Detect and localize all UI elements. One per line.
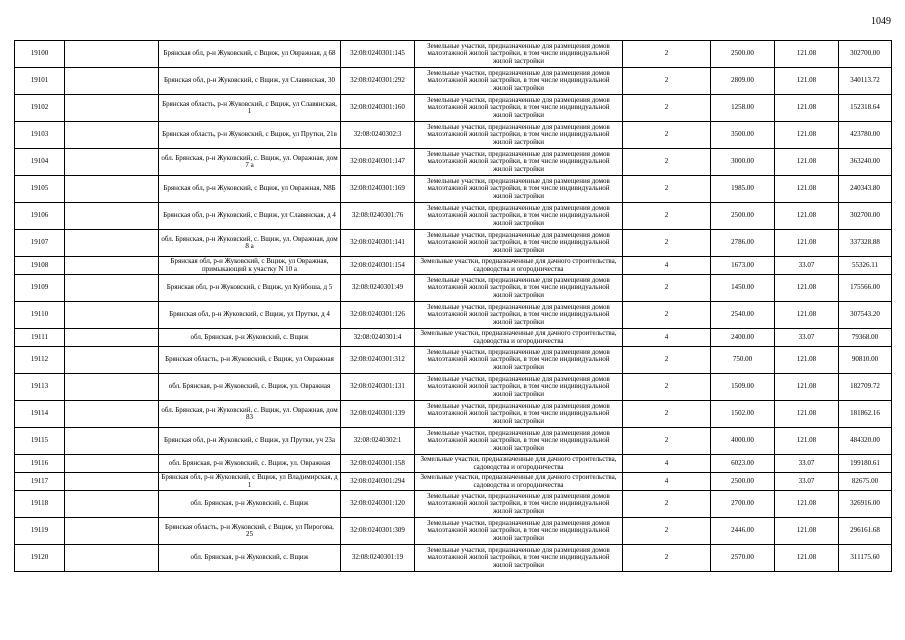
row-number-cell: 19114 xyxy=(15,401,65,428)
group-cell: 2 xyxy=(623,122,711,149)
table-row xyxy=(15,257,892,275)
area-cell: 3000.00 xyxy=(711,149,775,176)
group-cell: 2 xyxy=(623,491,711,518)
group-cell: 2 xyxy=(623,176,711,203)
row-number-cell: 19105 xyxy=(15,176,65,203)
row-number-cell: 19115 xyxy=(15,428,65,455)
table-row xyxy=(15,149,892,176)
address-cell: обл. Брянская, р-н Жуковский, с. Вщиж xyxy=(159,491,341,518)
address-cell: обл. Брянская, р-н Жуковский, с. Вщиж, ул. Овражная xyxy=(159,455,341,473)
spacer-cell xyxy=(65,203,159,230)
area-cell: 2700.00 xyxy=(711,491,775,518)
spacer-cell xyxy=(65,149,159,176)
cadastral-registry-table xyxy=(14,40,892,572)
cadastral-value-cell: 307543.20 xyxy=(839,302,892,329)
spacer-cell xyxy=(65,257,159,275)
rate-cell: 121.08 xyxy=(775,545,839,572)
address-cell: Брянская область, р-н Жуковский, с Вщиж, ул Пирогова, 25 xyxy=(159,518,341,545)
spacer-cell xyxy=(65,176,159,203)
cadastral-number-cell: 32:08:0240301:294 xyxy=(341,473,415,491)
cadastral-value-cell: 337328.88 xyxy=(839,230,892,257)
cadastral-value-cell: 182709.72 xyxy=(839,374,892,401)
page-number: 1049 xyxy=(871,16,891,27)
table-row xyxy=(15,95,892,122)
group-cell: 2 xyxy=(623,545,711,572)
cadastral-number-cell: 32:08:0240301:158 xyxy=(341,455,415,473)
table-row xyxy=(15,518,892,545)
address-cell: обл. Брянская, р-н Жуковский, с. Вщиж, ул. Овражная, дом 7 а xyxy=(159,149,341,176)
group-cell: 2 xyxy=(623,374,711,401)
cadastral-number-cell: 32:08:0240301:4 xyxy=(341,329,415,347)
row-number-cell: 19109 xyxy=(15,275,65,302)
land-use-cell: Земельные участки, предназначенные для размещения домов малоэтажной жилой застройки, в том числе индивидуальной жилой застройки xyxy=(415,230,623,257)
row-number-cell: 19112 xyxy=(15,347,65,374)
cadastral-value-cell: 55326.11 xyxy=(839,257,892,275)
group-cell: 2 xyxy=(623,41,711,68)
area-cell: 2500.00 xyxy=(711,41,775,68)
rate-cell: 121.08 xyxy=(775,122,839,149)
spacer-cell xyxy=(65,374,159,401)
spacer-cell xyxy=(65,347,159,374)
rate-cell: 33.07 xyxy=(775,257,839,275)
rate-cell: 121.08 xyxy=(775,347,839,374)
area-cell: 2570.00 xyxy=(711,545,775,572)
cadastral-value-cell: 82675.00 xyxy=(839,473,892,491)
address-cell: обл. Брянская, р-н Жуковский, с. Вщиж xyxy=(159,545,341,572)
area-cell: 1509.00 xyxy=(711,374,775,401)
group-cell: 2 xyxy=(623,203,711,230)
rate-cell: 121.08 xyxy=(775,491,839,518)
row-number-cell: 19118 xyxy=(15,491,65,518)
table-row xyxy=(15,545,892,572)
address-cell: обл. Брянская, р-н Жуковский, с. Вщиж, ул. Овражная xyxy=(159,374,341,401)
table-row xyxy=(15,374,892,401)
address-cell: обл. Брянская, р-н Жуковский, с. Вщиж, ул. Овражная, дом 8 а xyxy=(159,230,341,257)
land-use-cell: Земельные участки, предназначенные для размещения домов малоэтажной жилой застройки, в том числе индивидуальной жилой застройки xyxy=(415,518,623,545)
spacer-cell xyxy=(65,545,159,572)
area-cell: 750.00 xyxy=(711,347,775,374)
registry-body xyxy=(15,41,892,572)
table-row xyxy=(15,473,892,491)
cadastral-number-cell: 32:08:0240301:141 xyxy=(341,230,415,257)
rate-cell: 33.07 xyxy=(775,455,839,473)
cadastral-number-cell: 32:08:0240301:49 xyxy=(341,275,415,302)
table-row xyxy=(15,176,892,203)
address-cell: Брянская область, р-н Жуковский, с Вщиж, ул Овражная xyxy=(159,347,341,374)
group-cell: 4 xyxy=(623,257,711,275)
spacer-cell xyxy=(65,95,159,122)
spacer-cell xyxy=(65,473,159,491)
cadastral-number-cell: 32:08:0240301:309 xyxy=(341,518,415,545)
cadastral-number-cell: 32:08:0240301:139 xyxy=(341,401,415,428)
area-cell: 6023.00 xyxy=(711,455,775,473)
address-cell: Брянская обл, р-н Жуковский, с Вщиж, ул Владимирская, д 1 xyxy=(159,473,341,491)
address-cell: Брянская обл, р-н Жуковский, с Вщиж, ул Куйбоша, д 5 xyxy=(159,275,341,302)
cadastral-value-cell: 79368.00 xyxy=(839,329,892,347)
address-cell: Брянская область, р-н Жуковский, с Вщиж, ул Прутки, 21в xyxy=(159,122,341,149)
row-number-cell: 19101 xyxy=(15,68,65,95)
row-number-cell: 19103 xyxy=(15,122,65,149)
table-row xyxy=(15,122,892,149)
row-number-cell: 19102 xyxy=(15,95,65,122)
land-use-cell: Земельные участки, предназначенные для дачного строительства, садоводства и огородничества xyxy=(415,455,623,473)
address-cell: Брянская обл, р-н Жуковский, с Вщиж, ул Прутки, уч 23а xyxy=(159,428,341,455)
land-use-cell: Земельные участки, предназначенные для дачного строительства, садоводства и огородничества xyxy=(415,257,623,275)
spacer-cell xyxy=(65,230,159,257)
group-cell: 2 xyxy=(623,68,711,95)
area-cell: 3500.00 xyxy=(711,122,775,149)
spacer-cell xyxy=(65,329,159,347)
spacer-cell xyxy=(65,491,159,518)
row-number-cell: 19111 xyxy=(15,329,65,347)
rate-cell: 121.08 xyxy=(775,401,839,428)
cadastral-number-cell: 32:08:0240301:160 xyxy=(341,95,415,122)
land-use-cell: Земельные участки, предназначенные для размещения домов малоэтажной жилой застройки, в том числе индивидуальной жилой застройки xyxy=(415,95,623,122)
spacer-cell xyxy=(65,122,159,149)
table-row xyxy=(15,68,892,95)
table-row xyxy=(15,347,892,374)
cadastral-value-cell: 199180.61 xyxy=(839,455,892,473)
land-use-cell: Земельные участки, предназначенные для размещения домов малоэтажной жилой застройки, в том числе индивидуальной жилой застройки xyxy=(415,68,623,95)
address-cell: обл. Брянская, р-н Жуковский, с. Вщиж xyxy=(159,329,341,347)
spacer-cell xyxy=(65,455,159,473)
land-use-cell: Земельные участки, предназначенные для размещения домов малоэтажной жилой застройки, в том числе индивидуальной жилой застройки xyxy=(415,374,623,401)
land-use-cell: Земельные участки, предназначенные для размещения домов малоэтажной жилой застройки, в том числе индивидуальной жилой застройки xyxy=(415,275,623,302)
cadastral-value-cell: 326916.00 xyxy=(839,491,892,518)
cadastral-number-cell: 32:08:0240301:147 xyxy=(341,149,415,176)
spacer-cell xyxy=(65,302,159,329)
group-cell: 4 xyxy=(623,455,711,473)
area-cell: 1985.00 xyxy=(711,176,775,203)
group-cell: 2 xyxy=(623,149,711,176)
cadastral-value-cell: 90810.00 xyxy=(839,347,892,374)
group-cell: 2 xyxy=(623,230,711,257)
land-use-cell: Земельные участки, предназначенные для размещения домов малоэтажной жилой застройки, в том числе индивидуальной жилой застройки xyxy=(415,302,623,329)
land-use-cell: Земельные участки, предназначенные для дачного строительства, садоводства и огородничества xyxy=(415,473,623,491)
group-cell: 2 xyxy=(623,518,711,545)
table-row xyxy=(15,428,892,455)
rate-cell: 121.08 xyxy=(775,518,839,545)
cadastral-number-cell: 32:08:0240301:120 xyxy=(341,491,415,518)
spacer-cell xyxy=(65,68,159,95)
cadastral-number-cell: 32:08:0240301:169 xyxy=(341,176,415,203)
row-number-cell: 19104 xyxy=(15,149,65,176)
land-use-cell: Земельные участки, предназначенные для размещения домов малоэтажной жилой застройки, в том числе индивидуальной жилой застройки xyxy=(415,491,623,518)
spacer-cell xyxy=(65,401,159,428)
row-number-cell: 19110 xyxy=(15,302,65,329)
rate-cell: 121.08 xyxy=(775,374,839,401)
land-use-cell: Земельные участки, предназначенные для размещения домов малоэтажной жилой застройки, в том числе индивидуальной жилой застройки xyxy=(415,401,623,428)
rate-cell: 121.08 xyxy=(775,41,839,68)
area-cell: 4000.00 xyxy=(711,428,775,455)
table-row xyxy=(15,275,892,302)
rate-cell: 33.07 xyxy=(775,473,839,491)
land-use-cell: Земельные участки, предназначенные для размещения домов малоэтажной жилой застройки, в том числе индивидуальной жилой застройки xyxy=(415,122,623,149)
area-cell: 2500.00 xyxy=(711,203,775,230)
area-cell: 2400.00 xyxy=(711,329,775,347)
table-row xyxy=(15,230,892,257)
group-cell: 2 xyxy=(623,347,711,374)
cadastral-value-cell: 175566.00 xyxy=(839,275,892,302)
group-cell: 2 xyxy=(623,95,711,122)
rate-cell: 121.08 xyxy=(775,95,839,122)
cadastral-number-cell: 32:08:0240302:3 xyxy=(341,122,415,149)
area-cell: 1258.00 xyxy=(711,95,775,122)
spacer-cell xyxy=(65,275,159,302)
table-row xyxy=(15,302,892,329)
area-cell: 2540.00 xyxy=(711,302,775,329)
address-cell: обл. Брянская, р-н Жуковский, с. Вщиж, ул. Овражная, дом 83 xyxy=(159,401,341,428)
spacer-cell xyxy=(65,428,159,455)
address-cell: Брянская обл, р-н Жуковский, с Вщиж, ул Овражная, примыкающий к участку N 10 а xyxy=(159,257,341,275)
table-row xyxy=(15,455,892,473)
spacer-cell xyxy=(65,518,159,545)
cadastral-number-cell: 32:08:0240301:312 xyxy=(341,347,415,374)
row-number-cell: 19120 xyxy=(15,545,65,572)
cadastral-number-cell: 32:08:0240301:19 xyxy=(341,545,415,572)
address-cell: Брянская обл, р-н Жуковский, с Вщиж, ул Овражная, N8Б xyxy=(159,176,341,203)
cadastral-value-cell: 340113.72 xyxy=(839,68,892,95)
area-cell: 1450.00 xyxy=(711,275,775,302)
row-number-cell: 19106 xyxy=(15,203,65,230)
area-cell: 1502.00 xyxy=(711,401,775,428)
row-number-cell: 19117 xyxy=(15,473,65,491)
group-cell: 2 xyxy=(623,302,711,329)
area-cell: 1673.00 xyxy=(711,257,775,275)
land-use-cell: Земельные участки, предназначенные для размещения домов малоэтажной жилой застройки, в том числе индивидуальной жилой застройки xyxy=(415,347,623,374)
table-row xyxy=(15,491,892,518)
cadastral-number-cell: 32:08:0240301:126 xyxy=(341,302,415,329)
cadastral-value-cell: 240343.80 xyxy=(839,176,892,203)
cadastral-value-cell: 181862.16 xyxy=(839,401,892,428)
land-use-cell: Земельные участки, предназначенные для дачного строительства, садоводства и огородничества xyxy=(415,329,623,347)
row-number-cell: 19116 xyxy=(15,455,65,473)
row-number-cell: 19119 xyxy=(15,518,65,545)
land-use-cell: Земельные участки, предназначенные для размещения домов малоэтажной жилой застройки, в том числе индивидуальной жилой застройки xyxy=(415,428,623,455)
cadastral-value-cell: 302700.00 xyxy=(839,203,892,230)
cadastral-number-cell: 32:08:0240302:1 xyxy=(341,428,415,455)
land-use-cell: Земельные участки, предназначенные для размещения домов малоэтажной жилой застройки, в том числе индивидуальной жилой застройки xyxy=(415,545,623,572)
rate-cell: 121.08 xyxy=(775,68,839,95)
cadastral-value-cell: 302700.00 xyxy=(839,41,892,68)
rate-cell: 121.08 xyxy=(775,230,839,257)
area-cell: 2786.00 xyxy=(711,230,775,257)
row-number-cell: 19100 xyxy=(15,41,65,68)
table-row xyxy=(15,329,892,347)
address-cell: Брянская обл, р-н Жуковский, с Вщиж, ул Овражная, д 68 xyxy=(159,41,341,68)
group-cell: 2 xyxy=(623,401,711,428)
row-number-cell: 19107 xyxy=(15,230,65,257)
group-cell: 4 xyxy=(623,473,711,491)
land-use-cell: Земельные участки, предназначенные для размещения домов малоэтажной жилой застройки, в том числе индивидуальной жилой застройки xyxy=(415,176,623,203)
table-row xyxy=(15,41,892,68)
cadastral-value-cell: 152318.64 xyxy=(839,95,892,122)
rate-cell: 121.08 xyxy=(775,203,839,230)
cadastral-number-cell: 32:08:0240301:76 xyxy=(341,203,415,230)
row-number-cell: 19113 xyxy=(15,374,65,401)
group-cell: 2 xyxy=(623,428,711,455)
cadastral-value-cell: 311175.60 xyxy=(839,545,892,572)
address-cell: Брянская обл, р-н Жуковский, с Вщиж, ул Славянская, д 4 xyxy=(159,203,341,230)
cadastral-number-cell: 32:08:0240301:145 xyxy=(341,41,415,68)
address-cell: Брянская обл, р-н Жуковский, с Вщиж, ул Славянская, 30 xyxy=(159,68,341,95)
group-cell: 4 xyxy=(623,329,711,347)
cadastral-value-cell: 363240.00 xyxy=(839,149,892,176)
area-cell: 2809.00 xyxy=(711,68,775,95)
spacer-cell xyxy=(65,41,159,68)
address-cell: Брянская область, р-н Жуковский, с Вщиж, ул Славянская, 1 xyxy=(159,95,341,122)
cadastral-value-cell: 484320.00 xyxy=(839,428,892,455)
land-use-cell: Земельные участки, предназначенные для размещения домов малоэтажной жилой застройки, в том числе индивидуальной жилой застройки xyxy=(415,41,623,68)
table-row xyxy=(15,401,892,428)
row-number-cell: 19108 xyxy=(15,257,65,275)
cadastral-number-cell: 32:08:0240301:292 xyxy=(341,68,415,95)
area-cell: 2446.00 xyxy=(711,518,775,545)
land-use-cell: Земельные участки, предназначенные для размещения домов малоэтажной жилой застройки, в том числе индивидуальной жилой застройки xyxy=(415,203,623,230)
cadastral-number-cell: 32:08:0240301:154 xyxy=(341,257,415,275)
rate-cell: 33.07 xyxy=(775,329,839,347)
table-row xyxy=(15,203,892,230)
land-use-cell: Земельные участки, предназначенные для размещения домов малоэтажной жилой застройки, в том числе индивидуальной жилой застройки xyxy=(415,149,623,176)
rate-cell: 121.08 xyxy=(775,275,839,302)
cadastral-value-cell: 296161.68 xyxy=(839,518,892,545)
rate-cell: 121.08 xyxy=(775,176,839,203)
area-cell: 2500.00 xyxy=(711,473,775,491)
group-cell: 2 xyxy=(623,275,711,302)
rate-cell: 121.08 xyxy=(775,149,839,176)
rate-cell: 121.08 xyxy=(775,428,839,455)
rate-cell: 121.08 xyxy=(775,302,839,329)
cadastral-number-cell: 32:08:0240301:131 xyxy=(341,374,415,401)
cadastral-value-cell: 423780.00 xyxy=(839,122,892,149)
address-cell: Брянская обл, р-н Жуковский, с Вщиж, ул Прутки, д 4 xyxy=(159,302,341,329)
